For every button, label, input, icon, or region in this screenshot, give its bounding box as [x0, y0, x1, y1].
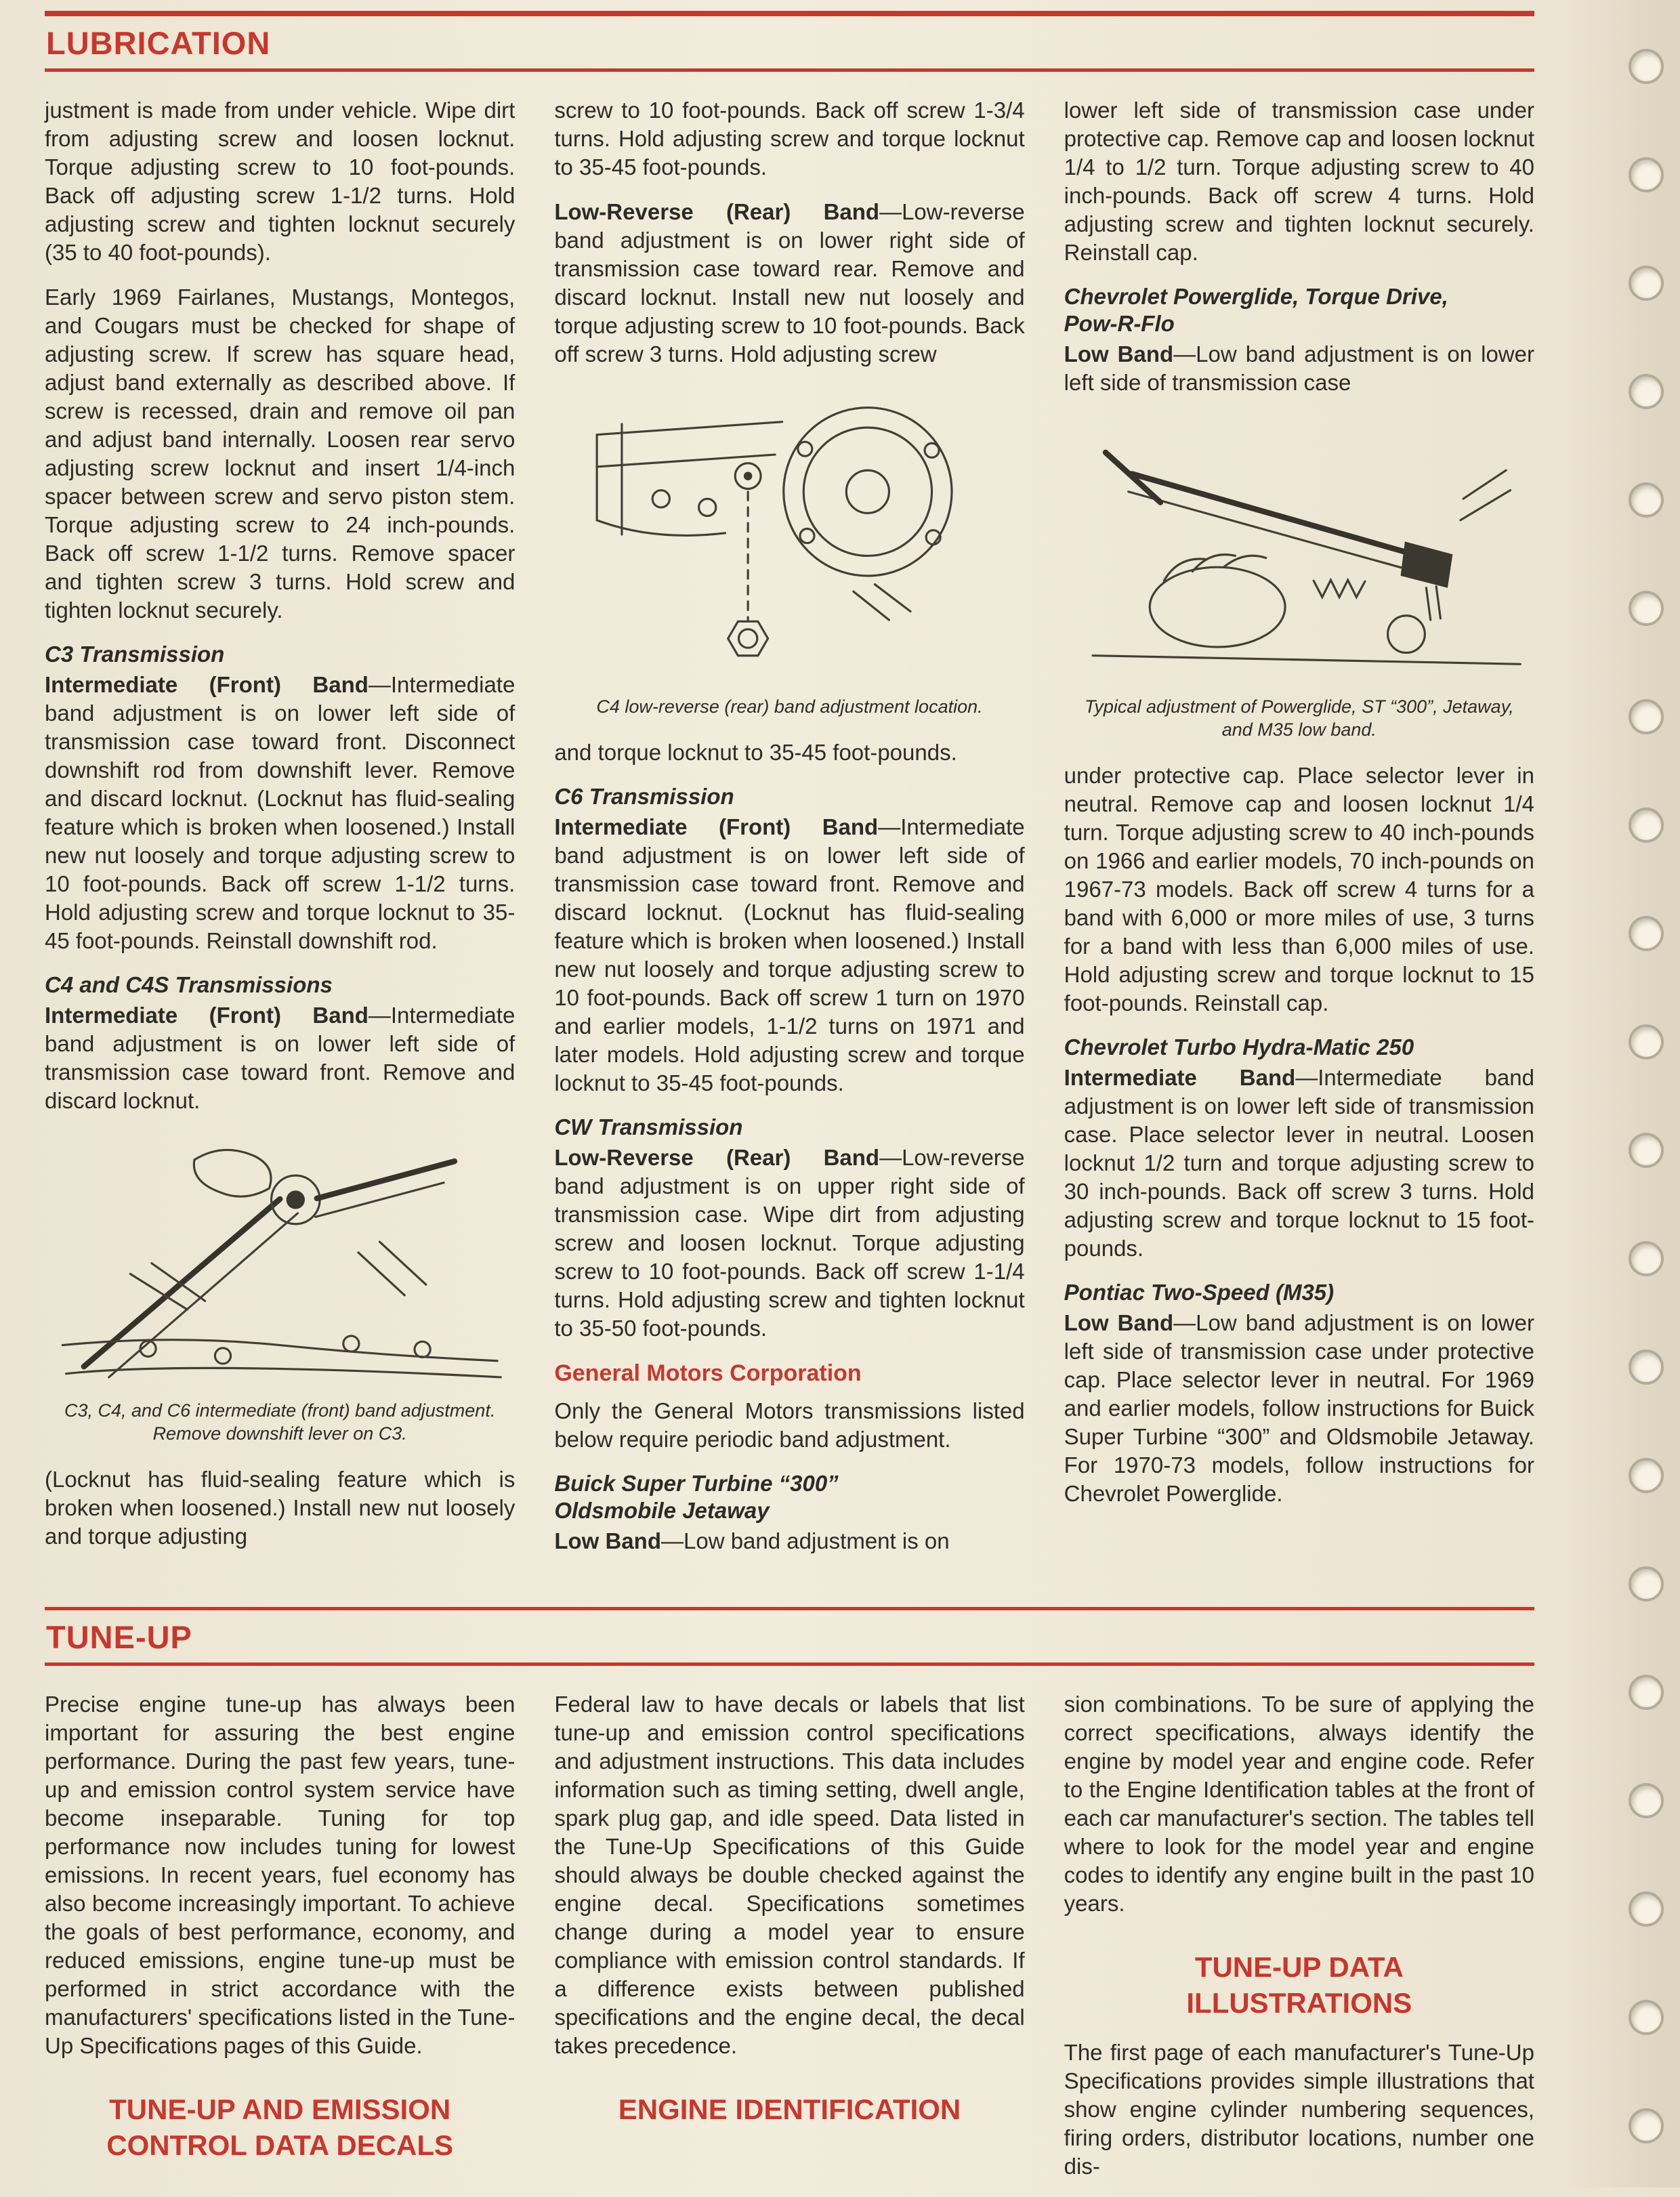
subheading-line: Buick Super Turbine “300”: [554, 1470, 839, 1496]
punch-hole: [1629, 1241, 1664, 1276]
tuneup-title-rule: [45, 1662, 1534, 1666]
tuneup-top-rule: [45, 1607, 1534, 1610]
paragraph-lead: Low-Reverse (Rear) Band: [554, 199, 880, 224]
paragraph: lower left side of transmission case under protective cap. Remove cap and loosen locknut 1/4 to 1/2 turn. Torque adjusting screw to 40 inch-pounds. Back off screw 4 turns. Hold adjusting screw and tighten locknut securely. Reinstall cap.: [1064, 98, 1534, 265]
subheading-line: Oldsmobile Jetaway: [554, 1497, 770, 1523]
subheading-line: Pow-R-Flo: [1064, 311, 1175, 336]
heading-tuneup-data-illustrations: [1064, 1949, 1534, 2021]
paragraph-text: —Low-reverse band adjustment is on upper right side of transmission case. Wipe dirt from adjusting screw and loosen locknut. Torque adjusting screw to 10 foot-pounds. Back off screw 1-1/4 turns. Hold adjusting screw and tighten locknut to 35-50 foot-pounds.: [554, 1144, 1025, 1341]
paragraph-lead: Low Band: [1064, 341, 1174, 367]
heading-tuneup-emission-decals: [45, 2091, 515, 2163]
paragraph: screw to 10 foot-pounds. Back off screw 1-3/4 turns. Hold adjusting screw and torque locknut to 35-45 foot-pounds.: [554, 98, 1025, 180]
tuneup-column-2: [554, 1690, 1024, 2197]
lubrication-section-title: LUBRICATION: [46, 25, 271, 61]
paragraph: under protective cap. Place selector lever in neutral. Remove cap and loosen locknut 1/4 turn. Torque adjusting screw to 40 inch-pounds on 1966 and earlier models, 70 inch-pounds on 1967-73 models. Back off screw 4 turns for a band with 6,000 or more miles of use, 3 turns for a band with less than 6,000 miles of use. Hold adjusting screw and torque locknut to 15 foot-pounds. Reinstall cap.: [1064, 762, 1534, 1016]
lubrication-column-1: [45, 96, 515, 1572]
punch-hole: [1629, 916, 1664, 951]
subheading-pontiac-two-speed: Pontiac Two-Speed (M35): [1064, 1279, 1335, 1305]
tuneup-column-3: [1064, 1690, 1534, 2197]
heading-line: CONTROL DATA DECALS: [106, 2129, 454, 2161]
subheading-line: Chevrolet Powerglide, Torque Drive,: [1064, 284, 1448, 309]
paragraph: [554, 1144, 1024, 1343]
lubrication-title-rule: [45, 68, 1534, 72]
punch-hole: [1629, 1349, 1664, 1385]
punch-hole: [1629, 1133, 1664, 1168]
paragraph-text: —Low band adjustment is on lower left side of transmission case: [1064, 341, 1534, 395]
lubrication-column-2: [554, 96, 1024, 1572]
heading-line: TUNE-UP AND EMISSION: [109, 2093, 451, 2125]
paragraph: [1064, 340, 1534, 397]
punch-hole: [1629, 1566, 1664, 1602]
figure-caption: C4 low-reverse (rear) band adjustment location.: [596, 696, 983, 717]
punch-hole: [1629, 1675, 1664, 1710]
subheading-c3-transmission: C3 Transmission: [45, 642, 225, 667]
paragraph: [554, 813, 1024, 1097]
paragraph-lead: Intermediate Band: [1064, 1064, 1296, 1090]
punch-hole: [1629, 266, 1664, 301]
paragraph: [1064, 1309, 1534, 1508]
paragraph-text: —Low-reverse band adjustment is on lower right side of transmission case toward rear. Remove and discard locknut. Install new nut loosely and torque adjusting screw to 10 foot-pounds. Back off screw 3 turns. Hold adjusting screw: [554, 199, 1025, 367]
paragraph: [1064, 1064, 1534, 1263]
paragraph-text: —Intermediate band adjustment is on lower left side of transmission case toward front. Remove and discard locknut.: [45, 1003, 516, 1113]
punch-hole: [1629, 1458, 1664, 1493]
paragraph-lead: Intermediate (Front) Band: [554, 814, 879, 839]
paragraph-text: —Intermediate band adjustment is on lower left side of transmission case toward front. Remove and discard locknut. (Locknut has fluid-sealing feature which is broken when loosened.) Install new nut loosely and torque adjusting screw to 10 foot-pounds. Back off screw 1 turn on 1970 and earlier models, 1-1/2 turns on 1971 and later models. Hold adjusting screw and torque locknut to 35-45 foot-pounds.: [554, 814, 1025, 1095]
subheading-c6-transmission: C6 Transmission: [554, 783, 734, 809]
subheading-c4-transmissions: C4 and C4S Transmissions: [45, 972, 333, 997]
punch-hole: [1629, 374, 1664, 409]
punch-hole: [1629, 157, 1664, 192]
paragraph: [45, 1001, 515, 1115]
subheading-turbo-hydramatic-250: Chevrolet Turbo Hydra-Matic 250: [1064, 1034, 1414, 1060]
punch-hole: [1629, 1024, 1664, 1060]
punch-hole: [1629, 591, 1664, 626]
paragraph: [45, 671, 515, 955]
lubrication-columns: [45, 96, 1534, 1572]
figure-band-adjustment-illustration: [45, 1131, 515, 1445]
subheading-chevrolet-powerglide: [1064, 283, 1534, 337]
lubrication-column-3: [1064, 96, 1534, 1572]
punch-hole: [1629, 1891, 1664, 1927]
figure-c4-low-reverse-illustration: [554, 385, 1024, 718]
figure-powerglide-adjustment-illustration: [1064, 413, 1534, 741]
punch-hole: [1629, 49, 1664, 84]
punch-hole: [1629, 2108, 1664, 2143]
c4-low-reverse-sketch: [554, 385, 1024, 684]
paragraph-lead: Low-Reverse (Rear) Band: [554, 1144, 880, 1170]
paragraph: Early 1969 Fairlanes, Mustangs, Montegos, and Cougars must be checked for shape of adjusting screw. If screw has square head, adjust band externally as described above. If screw is recessed, drain and remove oil pan and adjust band internally. Loosen rear servo adjusting screw locknut and insert 1/4-inch spacer between screw and servo piston stem. Torque adjusting screw to 24 inch-pounds. Back off screw 1-1/2 turns. Remove spacer and tighten screw 3 turns. Hold screw and tighten locknut securely.: [45, 285, 516, 623]
paragraph: Only the General Motors transmissions listed below require periodic band adjustment.: [554, 1398, 1025, 1452]
tuneup-columns: [45, 1690, 1534, 2197]
figure-caption: C3, C4, and C6 intermediate (front) band adjustment. Remove downshift lever on C3.: [64, 1400, 496, 1444]
paragraph: Precise engine tune-up has always been important for assuring the best engine performance. During the past few years, tune-up and emission control system service have become inseparable. Tuning for top performance now includes tuning for lowest emissions. In recent years, fuel economy has also become increasingly important. To achieve the goals of best performance, economy, and reduced emissions, engine tune-up must be performed in strict accordance with the manufacturers' specifications listed in the Tune-Up Specifications pages of this Guide.: [45, 1691, 516, 2058]
paragraph-lead: Intermediate (Front) Band: [45, 1003, 369, 1028]
paragraph-lead: Low Band: [1064, 1310, 1174, 1335]
paragraph-text: —Low band adjustment is on lower left side of transmission case under protective cap. Place selector lever in neutral. For 1969 and earlier models, follow instructions for Buick Super Turbine “300” and Oldsmobile Jetaway. For 1970-73 models, follow instructions for Chevrolet Powerglide.: [1064, 1310, 1534, 1506]
figure-caption: Typical adjustment of Powerglide, ST “300”, Jetaway, and M35 low band.: [1084, 696, 1514, 740]
punch-hole: [1629, 1783, 1664, 1818]
punch-hole: [1629, 808, 1664, 843]
powerglide-adjustment-sketch: [1064, 413, 1534, 684]
paragraph: Federal law to have decals or labels that list tune-up and emission control specifications and adjustment instructions. This data includes information such as timing setting, dwell angle, spark plug gap, and idle speed. Data listed in the Tune-Up Specifications of this Guide should always be double checked against the engine decal. Specifications sometimes change during a model year to ensure compliance with emission control standards. If a difference exists between published specifications and the engine decal, the decal takes precedence.: [554, 1691, 1025, 2058]
heading-line: TUNE-UP DATA: [1194, 1950, 1404, 1983]
paragraph-text: —Intermediate band adjustment is on lower left side of transmission case. Place selector lever in neutral. Loosen locknut 1/2 turn and torque adjusting screw to 30 inch-pounds. Back off screw 3 turns. Hold adjusting screw and torque locknut to 15 foot-pounds.: [1064, 1064, 1534, 1261]
paragraph: and torque locknut to 35-45 foot-pounds.: [554, 739, 957, 765]
subheading-general-motors: General Motors Corporation: [554, 1360, 862, 1386]
paragraph: (Locknut has fluid-sealing feature which is broken when loosened.) Install new nut loosely and torque adjusting: [45, 1466, 516, 1549]
paragraph: [554, 198, 1024, 369]
tuneup-column-1: [45, 1690, 515, 2197]
band-adjustment-sketch: [45, 1131, 515, 1388]
punch-hole: [1629, 2000, 1664, 2035]
paragraph-lead: Low Band: [554, 1528, 661, 1553]
punch-hole: [1629, 482, 1664, 518]
paragraph: The first page of each manufacturer's Tune-Up Specifications provides simple illustrations that show engine cylinder numbering sequences, firing orders, distributor locations, number one dis-: [1064, 2039, 1534, 2179]
heading-engine-identification: ENGINE IDENTIFICATION: [618, 2093, 961, 2125]
top-rule: [45, 11, 1534, 16]
paragraph: [554, 1527, 1024, 1555]
subheading-buick-super-turbine: [554, 1470, 1024, 1524]
heading-line: ILLUSTRATIONS: [1186, 1986, 1412, 2019]
punch-holes-strip: [1629, 49, 1664, 2143]
paragraph: sion combinations. To be sure of applying the correct specifications, always identify the engine by model year and engine code. Refer to the Engine Identification tables at the front of each car manufacturer's section. The tables tell where to look for the model year and engine codes to identify any engine built in the past 10 years.: [1064, 1691, 1534, 1916]
subheading-cw-transmission: CW Transmission: [554, 1114, 743, 1139]
paragraph-lead: Intermediate (Front) Band: [45, 672, 369, 697]
paragraph-text: —Low band adjustment is on: [660, 1528, 950, 1553]
tuneup-section-title: TUNE-UP: [46, 1618, 192, 1655]
paragraph-text: —Intermediate band adjustment is on lower left side of transmission case toward front. Disconnect downshift rod from downshift lever. Remove and discard locknut. (Locknut has fluid-sealing feature which is broken when loosened.) Install new nut loosely and torque adjusting screw to 10 foot-pounds. Back off screw 1-1/2 turns. Hold adjusting screw and torque locknut to 35-45 foot-pounds. Reinstall downshift rod.: [45, 672, 516, 953]
paragraph: justment is made from under vehicle. Wipe dirt from adjusting screw and loosen locknut. Torque adjusting screw to 10 foot-pounds. Back off adjusting screw 1-1/2 turns. Hold adjusting screw and tighten locknut securely (35 to 40 foot-pounds).: [45, 98, 516, 265]
punch-hole: [1629, 699, 1664, 734]
